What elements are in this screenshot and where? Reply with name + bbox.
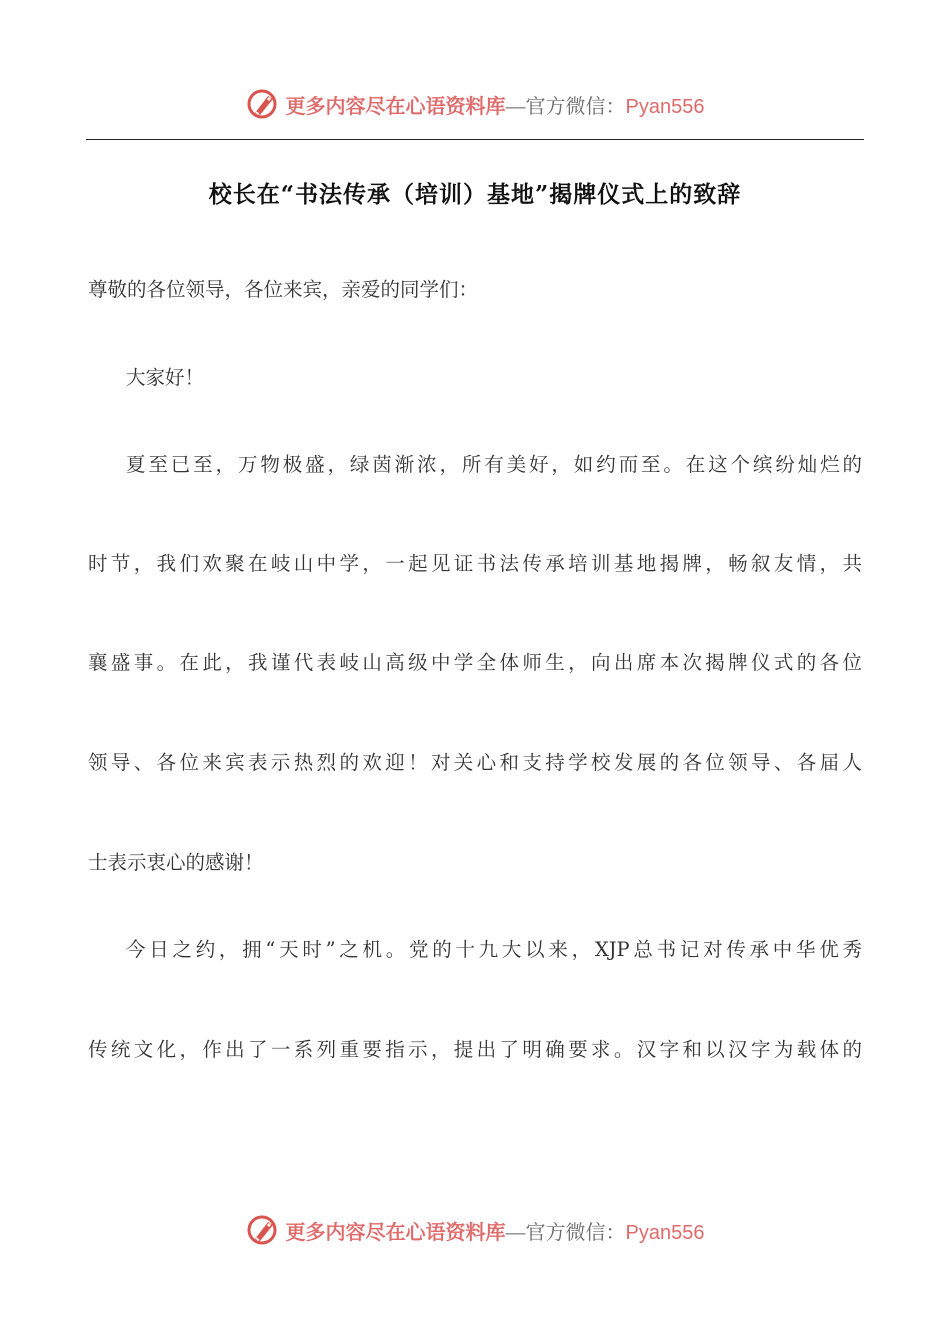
paragraph-line: 襄盛事。在此，我谨代表岐山高级中学全体师生，向出席本次揭牌仪式的各位 — [88, 651, 862, 674]
banner-main-text: 更多内容尽在心语资料库 — [285, 1219, 506, 1244]
banner-dash: — — [505, 95, 526, 118]
paragraph-line: 传统文化，作出了一系列重要指示，提出了明确要求。汉字和以汉字为载体的 — [88, 1038, 862, 1061]
paragraph-line: 夏至已至，万物极盛，绿茵渐浓，所有美好，如约而至。在这个缤纷灿烂的 — [126, 453, 862, 476]
header-divider — [86, 139, 864, 140]
banner-wechat-label: 官方微信： — [525, 93, 626, 118]
paragraph-line: 时节，我们欢聚在岐山中学，一起见证书法传承培训基地揭牌，畅叙友情，共 — [88, 552, 862, 575]
banner-dash: — — [505, 1221, 526, 1244]
greeting-line: 大家好！ — [126, 366, 205, 389]
paragraph-line: 领导、各位来宾表示热烈的欢迎！对关心和支持学校发展的各位领导、各届人 — [88, 751, 862, 774]
salutation-line: 尊敬的各位领导，各位来宾，亲爱的同学们： — [88, 278, 479, 301]
banner-wechat-id: Pyan556 — [625, 95, 705, 118]
footer-banner — [0, 1210, 950, 1250]
banner-main-text: 更多内容尽在心语资料库 — [285, 93, 506, 118]
document-title: 校长在“书法传承（培训）基地”揭牌仪式上的致辞 — [208, 181, 742, 208]
header-banner — [0, 84, 950, 124]
paragraph-line: 今日之约，拥“天时”之机。党的十九大以来，XJP总书记对传承中华优秀 — [126, 938, 862, 961]
banner-text — [286, 90, 705, 119]
pen-nib-logo-icon — [246, 1213, 280, 1247]
banner-text — [286, 1216, 705, 1245]
banner-wechat-id: Pyan556 — [625, 1221, 705, 1244]
paragraph-line: 士表示衷心的感谢！ — [88, 851, 264, 874]
banner-wechat-label: 官方微信： — [525, 1219, 626, 1244]
pen-nib-logo-icon — [246, 87, 280, 121]
